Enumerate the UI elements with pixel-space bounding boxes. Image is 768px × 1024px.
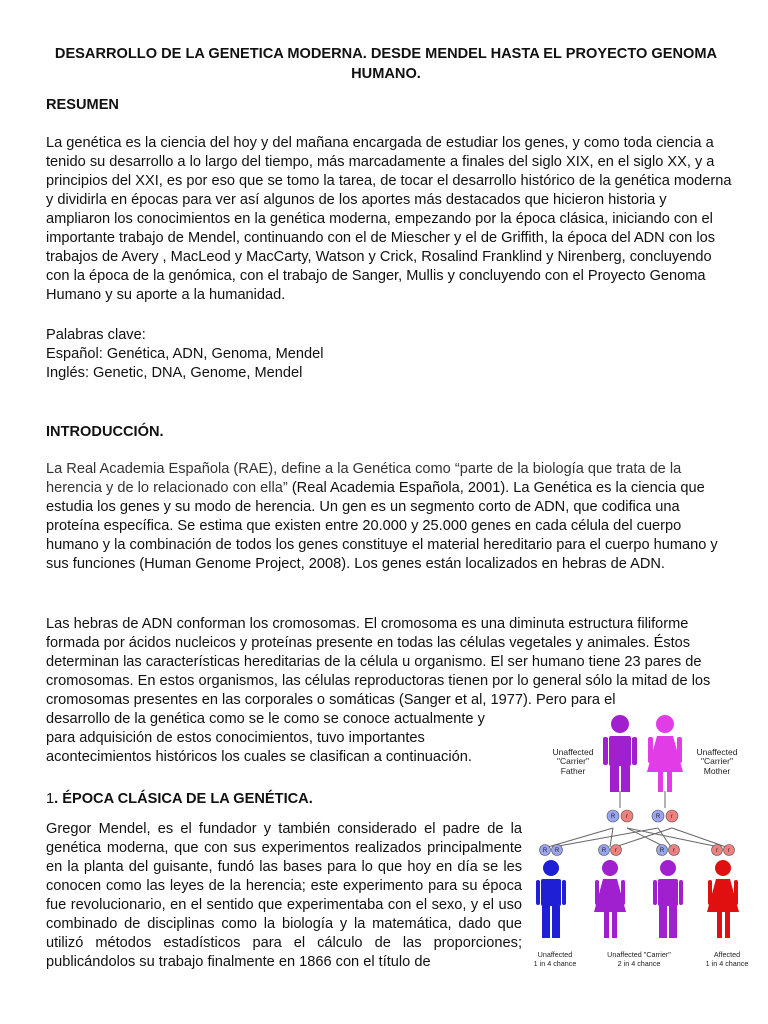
mother-label-line1: Unaffected — [696, 747, 738, 757]
child4-figure — [707, 860, 739, 938]
child3-figure — [653, 860, 683, 938]
introduction-text: (Real Academia Española, 2001). La Genética es la ciencia que estudia los genes y su modo de herencia. Un gen es un segmento corto de ADN, que codifica una proteína específica. Se estima que existen entre 20.000 y 25.000 genes en cada célula del cuerpo humano y la combinación de todos los genes constituye el material hereditario para el cuerpo humano y sus funciones (Human Genome Project, 2008). Los genes están localizados en hebras de ADN. — [46, 480, 718, 572]
child1-label-line2: 1 in 4 chance — [533, 959, 577, 968]
keywords-spanish: Español: Genética, ADN, Genoma, Mendel — [46, 346, 324, 362]
introduction-heading: INTRODUCCIÓN. — [46, 424, 164, 440]
keywords-label: Palabras clave: — [46, 327, 146, 343]
child4-label-line2: 1 in 4 chance — [705, 959, 749, 968]
resumen-paragraph: La genética es la ciencia del hoy y del mañana encargada de estudiar los genes, y como toda ciencia a tenido su desarrollo a lo largo del tiempo, más marcadamente a finales del siglo XIX, en el siglo XX, y a principios del XXI, es por eso que se tomo la tarea, de tocar el desarrollo histórico de la genética moderna y dividirla en épocas para ver así algunos de los aportes más destacados que hicieron historia y ampliaron los conocimientos en la genética moderna, empezando por la época clásica, iniciando con el importante trabajo de Mendel, continuando con el de Miescher y el de Griffith, la época del ADN con los trabajos de Avery , MacLeod y MacCarty, Watson y Crick, Rosalind Franklind y Nirenberg, concluyendo con la época de la genómica, con el trabajo de Sanger, Mullis y concluyendo con el Proyecto Genoma Humano y su aporte a la humanidad. — [46, 135, 732, 303]
carrier-children-label-line1: Unaffected "Carrier" — [607, 950, 671, 959]
father-label-line2: "Carrier" — [556, 756, 590, 766]
rae-quote: La Real Academia Española (RAE), define a la Genética como “parte de la biología que trata de la herencia y de lo relacionado con ella” — [46, 461, 682, 496]
introduction-paragraph — [46, 460, 732, 574]
child1-allele-b-text: R — [554, 848, 560, 854]
child2-allele-a-text: R — [601, 848, 607, 854]
child4-label-line1: Affected — [713, 950, 741, 959]
child2-allele-b-text: r — [615, 848, 617, 854]
keywords-english: Inglés: Genetic, DNA, Genome, Mendel — [46, 365, 303, 381]
carrier-children-label-line2: 2 in 4 chance — [617, 959, 661, 968]
mother-figure — [647, 715, 683, 792]
child3-allele-a-text: R — [659, 848, 665, 854]
section1-title: . ÉPOCA CLÁSICA DE LA GENÉTICA. — [54, 791, 313, 807]
section1-paragraph: Gregor Mendel, es el fundador y también considerado el padre de la genética moderna, que con sus experimentos realizados principalmente en la planta del guisante, fundó las bases para lo que hoy en día se les conocen como las leyes de la herencia; este experimento para su época fue revolucionario, en el sentido que experimentaba con el sexo, y el uso combinado de disciplinas como la biología y la matemática, dado que utilizó métodos estadísticos para el cálculo de las proporciones; publicándolos su trabajo finalmente en 1866 con el título de — [46, 821, 522, 970]
mother-label-line3: Mother — [703, 766, 731, 776]
resumen-heading: RESUMEN — [46, 97, 119, 113]
child1-figure — [536, 860, 566, 938]
child1-allele-a-text: R — [542, 848, 548, 854]
father-allele-recessive-text: r — [626, 814, 628, 820]
child4-allele-b-text: r — [728, 848, 730, 854]
chromosome-paragraph-continued: desarrollo de la genética como se le como se conoce actualmente y para adquisición de estos conocimientos, tuvo importantes acontecimientos históricos los cuales se clasifican a continuación. — [46, 711, 485, 765]
mother-allele-dominant-text: R — [655, 814, 661, 820]
inheritance-diagram — [533, 712, 753, 974]
mother-allele-recessive-text: r — [671, 814, 673, 820]
father-figure — [603, 715, 637, 792]
child2-figure — [594, 860, 626, 938]
father-label-line1: Unaffected — [552, 747, 594, 757]
child3-allele-b-text: r — [673, 848, 675, 854]
father-allele-dominant-text: R — [610, 814, 616, 820]
document-title: DESARROLLO DE LA GENETICA MODERNA. DESDE MENDEL HASTA EL PROYECTO GENOMA HUMANO. — [54, 46, 718, 82]
chromosome-paragraph: Las hebras de ADN conforman los cromosomas. El cromosoma es una diminuta estructura filiforme formada por ácidos nucleicos y proteínas presente en todas las células vegetales y animales. Éstos determinan las características hereditarias de la célula u organismo. El ser humano tiene 23 pares de cromosomas. En estos organismos, las células reproductoras tienen por lo general sólo la mitad de los cromosomas presentes en las corporales o somáticas (Sanger et al, 1977). Pero para el — [46, 616, 711, 708]
father-label-line3: Father — [560, 766, 586, 776]
connector-lines — [548, 791, 726, 847]
child1-label-line1: Unaffected — [537, 950, 573, 959]
mother-label-line2: "Carrier" — [700, 756, 734, 766]
section1-heading — [46, 789, 313, 809]
child4-allele-a-text: r — [716, 848, 718, 854]
section1-number: 1 — [46, 791, 55, 807]
